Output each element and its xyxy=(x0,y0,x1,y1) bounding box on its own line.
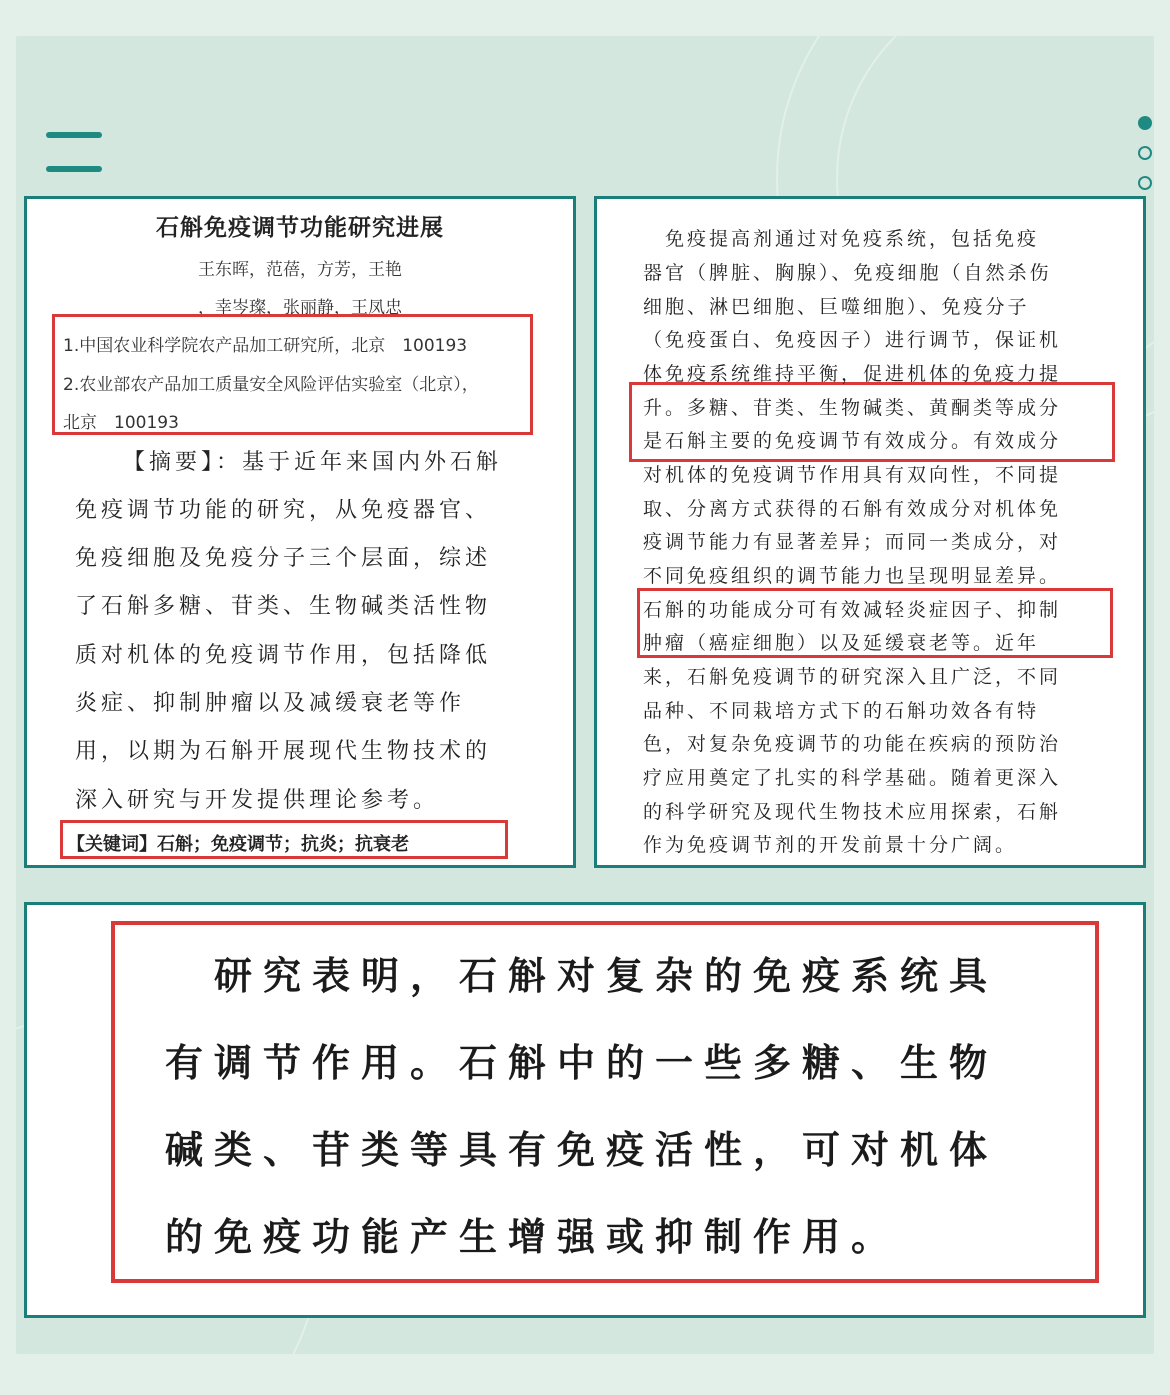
body-line: 不同免疫组织的调节能力也呈现明显差异。 xyxy=(643,565,1062,587)
body-line: 色，对复杂免疫调节的功能在疾病的预防治 xyxy=(643,733,1062,755)
body-line: 器官（脾脏、胸腺）、免疫细胞（自然杀伤 xyxy=(643,262,1052,284)
authors-line-1: 王东晖，范蓓，方芳，王艳 xyxy=(198,260,402,280)
abstract-line: 免疫调节功能的研究，从免疫器官、 xyxy=(75,498,492,523)
affiliation-3: 北京 100193 xyxy=(63,413,179,433)
affiliation-2: 2.农业部农产品加工质量安全风险评估实验室（北京）， xyxy=(63,375,479,395)
menu-icon[interactable] xyxy=(46,132,102,176)
body-line: 是石斛主要的免疫调节有效成分。有效成分 xyxy=(643,430,1062,452)
pagination-dot-2[interactable] xyxy=(1138,146,1152,160)
summary-line: 有调节作用。石斛中的一些多糖、生物 xyxy=(165,1041,999,1085)
pagination-dot-3[interactable] xyxy=(1138,176,1152,190)
abstract-line: 了石斛多糖、苷类、生物碱类活性物 xyxy=(75,594,492,619)
body-line: 的科学研究及现代生物技术应用探索，石斛 xyxy=(643,801,1062,823)
body-line: 疫调节能力有显著差异；而同一类成分，对 xyxy=(643,531,1062,553)
body-line: 作为免疫调节剂的开发前景十分广阔。 xyxy=(643,834,1018,856)
pagination-dots xyxy=(1136,116,1154,196)
abstract-line: 免疫细胞及免疫分子三个层面，综述 xyxy=(75,546,492,571)
authors-line-2: ，幸岑璨，张丽静，王凤忠 xyxy=(198,298,402,318)
summary-line: 碱类、苷类等具有免疫活性，可对机体 xyxy=(165,1128,999,1172)
body-line: 免疫提高剂通过对免疫系统，包括免疫 xyxy=(643,228,1040,250)
summary-line: 的免疫功能产生增强或抑制作用。 xyxy=(165,1215,901,1259)
paper-body-panel xyxy=(594,196,1146,868)
affiliation-1: 1.中国农业科学院农产品加工研究所，北京 100193 xyxy=(63,336,468,356)
body-line: 体免疫系统维持平衡，促进机体的免疫力提 xyxy=(643,363,1062,385)
body-line: 石斛的功能成分可有效减轻炎症因子、抑制 xyxy=(643,599,1062,621)
body-line: 品种、不同栽培方式下的石斛功效各有特 xyxy=(643,700,1040,722)
body-line: 疗应用奠定了扎实的科学基础。随着更深入 xyxy=(643,767,1062,789)
menu-bar-bottom xyxy=(46,166,102,172)
body-line: 升。多糖、苷类、生物碱类、黄酮类等成分 xyxy=(643,397,1062,419)
summary-line: 研究表明，石斛对复杂的免疫系统具 xyxy=(165,954,999,998)
body-line: 取、分离方式获得的石斛有效成分对机体免 xyxy=(643,498,1062,520)
body-line: 细胞、淋巴细胞、巨噬细胞）、免疫分子 xyxy=(643,296,1030,318)
body-line: 对机体的免疫调节作用具有双向性，不同提 xyxy=(643,464,1062,486)
keywords: 【关键词】石斛；免疫调节；抗炎；抗衰老 xyxy=(67,834,409,855)
abstract-line: 质对机体的免疫调节作用，包括降低 xyxy=(75,643,492,668)
paper-title: 石斛免疫调节功能研究进展 xyxy=(156,215,444,241)
abstract-line: 用，以期为石斛开展现代生物技术的 xyxy=(75,739,492,764)
body-line: 肿瘤（癌症细胞）以及延缓衰老等。近年 xyxy=(643,632,1040,654)
paper-excerpt-panel xyxy=(24,196,576,868)
body-line: 来，石斛免疫调节的研究深入且广泛，不同 xyxy=(643,666,1062,688)
pagination-dot-1[interactable] xyxy=(1138,116,1152,130)
menu-bar-top xyxy=(46,132,102,138)
body-line: （免疫蛋白、免疫因子）进行调节，保证机 xyxy=(643,329,1062,351)
abstract-line: 【摘要】：基于近年来国内外石斛 xyxy=(123,450,503,475)
abstract-line: 炎症、抑制肿瘤以及减缓衰老等作 xyxy=(75,691,466,716)
abstract-line: 深入研究与开发提供理论参考。 xyxy=(75,788,440,813)
summary-panel xyxy=(24,902,1146,1318)
